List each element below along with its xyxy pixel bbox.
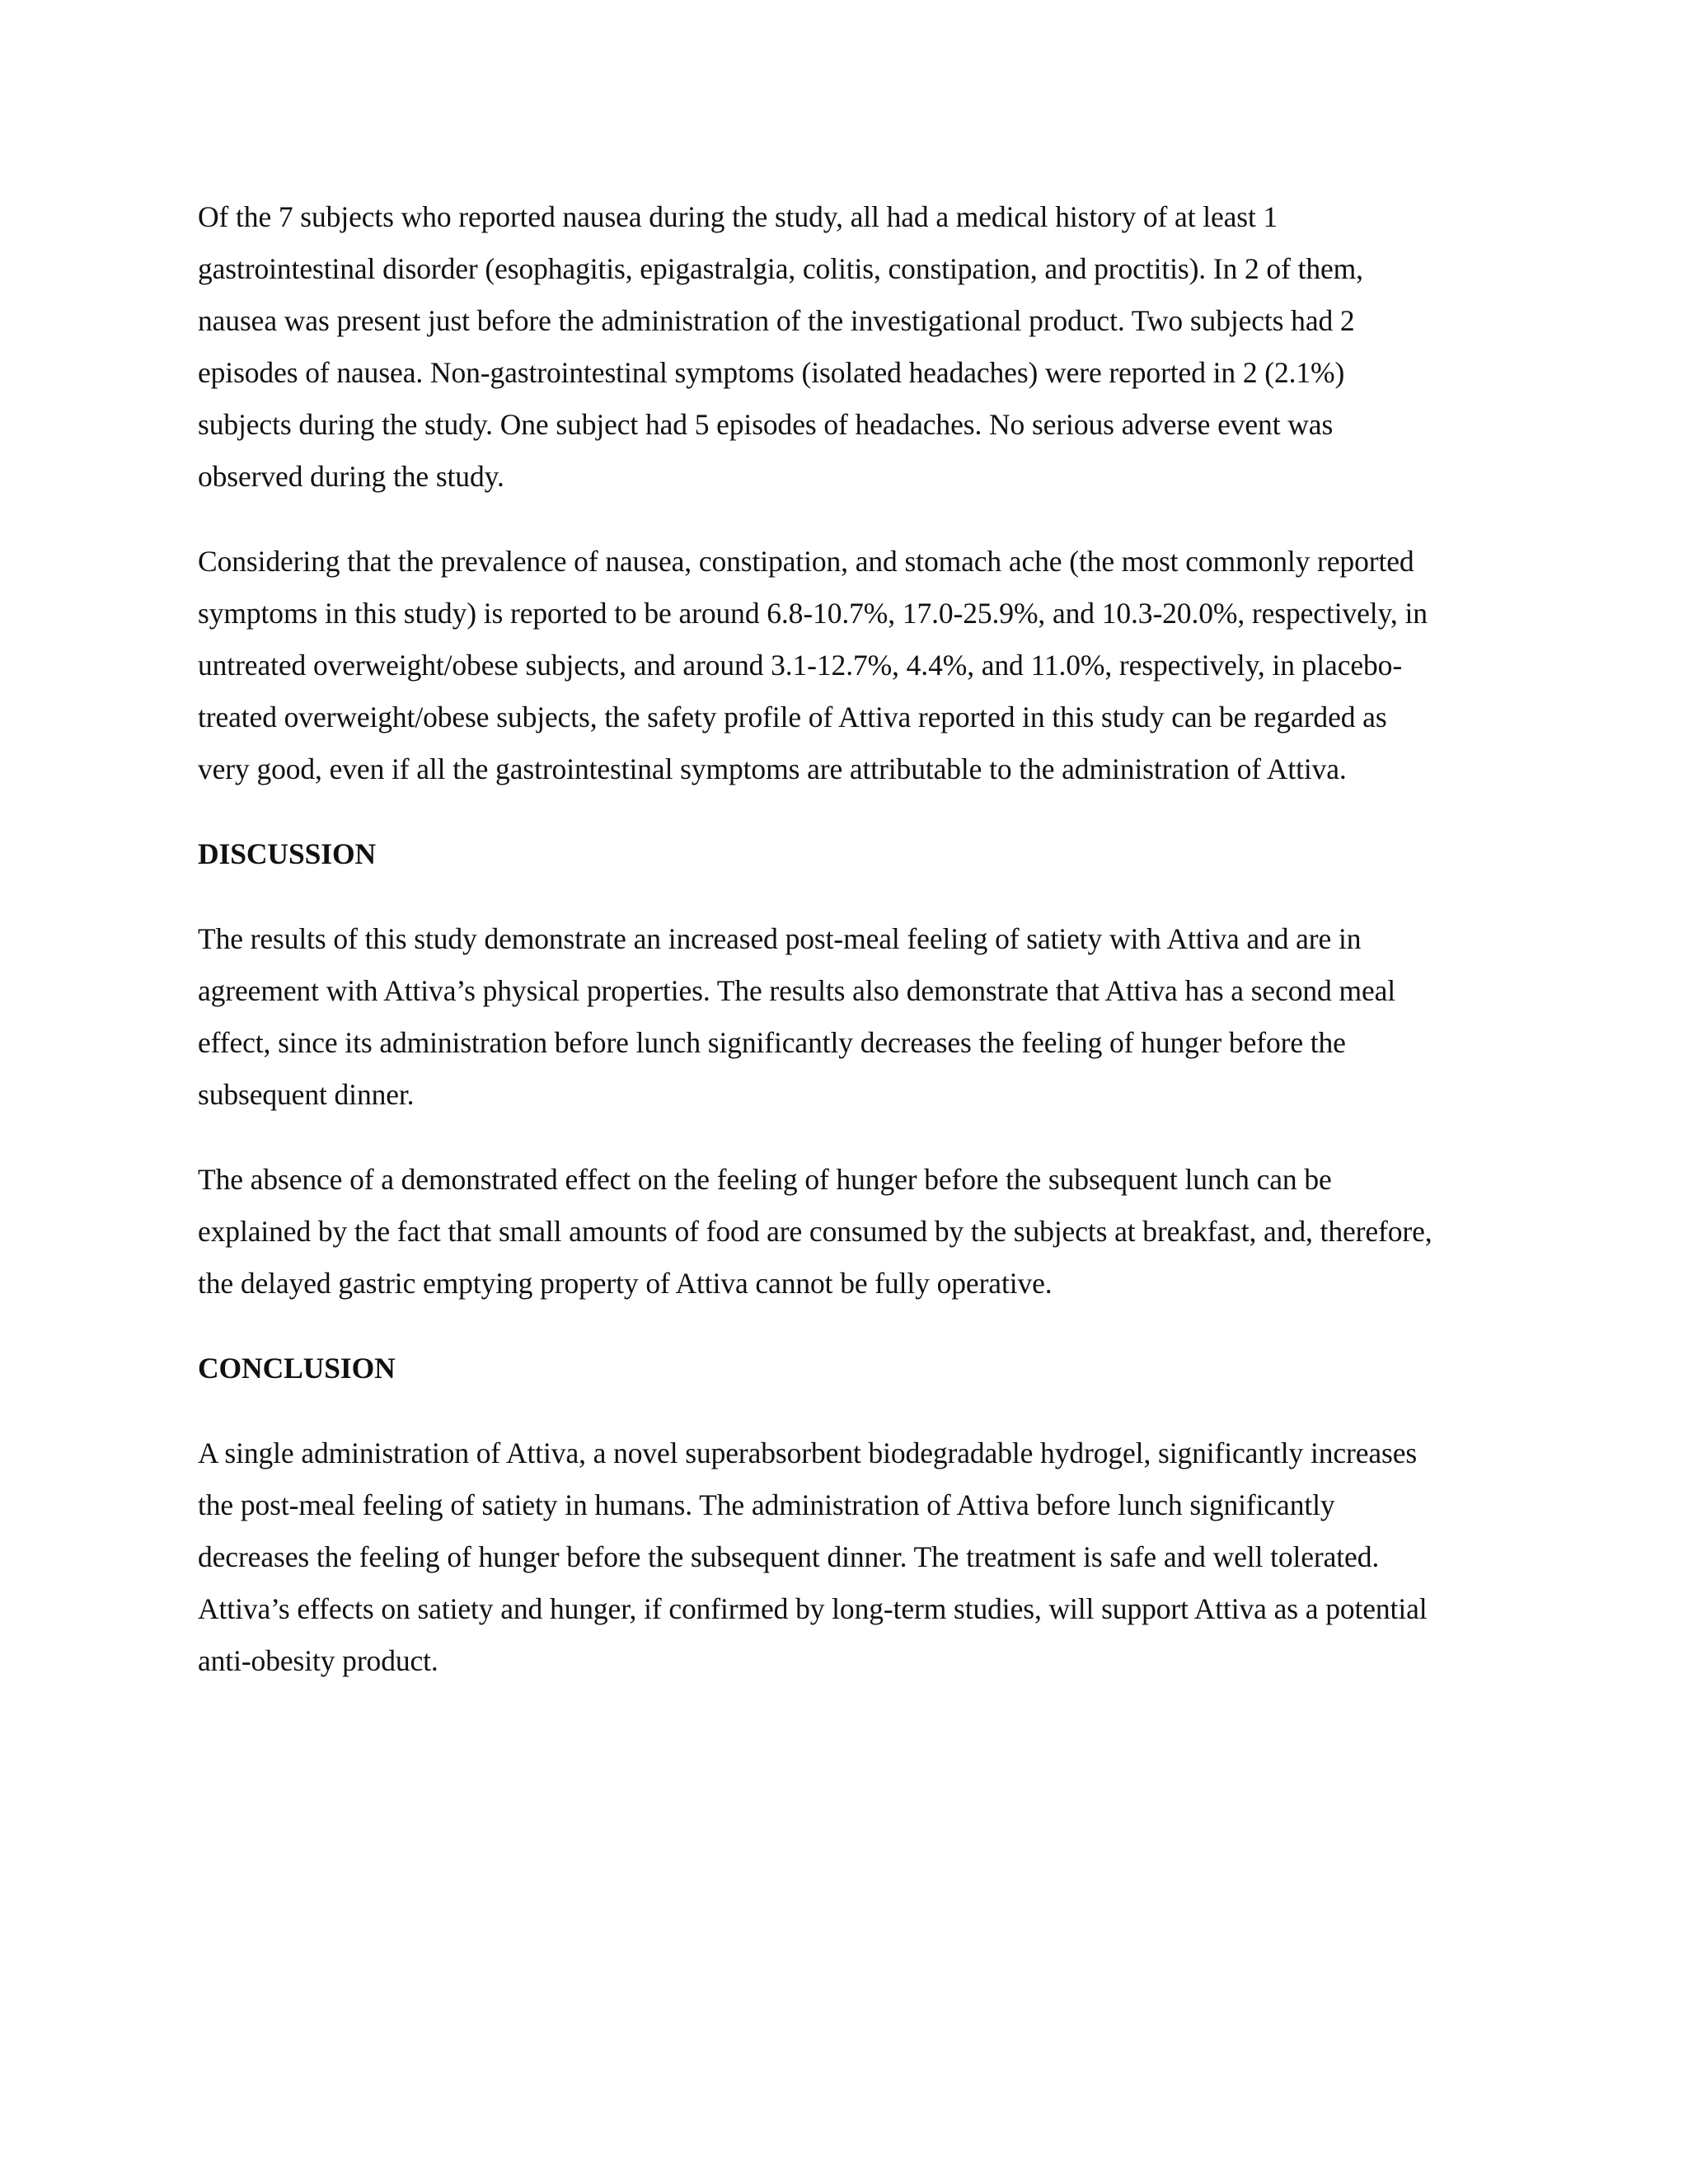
- safety-profile-paragraph: Considering that the prevalence of nausea, constipation, and stomach ache (the most commonly reported symptoms in this study) is reported to be around 6.8-10.7%, 17.0-25.9%, and 10.3-20.0%, respectively, in untreated overweight/obese subjects, and around 3.1-12.7%, 4.4%, and 11.0%, respectively, in placebo- treated overweight/obese subjects, the safety profile of Attiva reported in this study can be regarded as very good, even if all the gastrointestinal symptoms are attributable to the administration of Attiva.: [198, 545, 1428, 785]
- adverse-events-paragraph: Of the 7 subjects who reported nausea during the study, all had a medical history of at least 1 gastrointestinal disorder (esophagitis, epigastralgia, colitis, constipation, and proctitis). In 2 of them, nausea was present just before the administration of the investigational product. Two subjects had 2 episodes of nausea. Non-gastrointestinal symptoms (isolated headaches) were reported in 2 (2.1%) subjects during the study. One subject had 5 episodes of headaches. No serious adverse event was observed during the study.: [198, 200, 1363, 493]
- discussion-heading: DISCUSSION: [198, 837, 377, 870]
- conclusion-paragraph: A single administration of Attiva, a novel superabsorbent biodegradable hydrogel, significantly increases the post-meal feeling of satiety in humans. The administration of Attiva before lunch significantly decreases the feeling of hunger before the subsequent dinner. The treatment is safe and well tolerated. Attiva’s effects on satiety and hunger, if confirmed by long-term studies, will support Attiva as a potential anti-obesity product.: [198, 1436, 1428, 1677]
- conclusion-heading: CONCLUSION: [198, 1352, 396, 1385]
- discussion-paragraph-2: The absence of a demonstrated effect on the feeling of hunger before the subsequent lunch can be explained by the fact that small amounts of food are consumed by the subjects at breakfast, and, therefore, the delayed gastric emptying property of Attiva cannot be fully operative.: [198, 1163, 1432, 1300]
- document-body: [198, 191, 1508, 1720]
- discussion-paragraph-1: The results of this study demonstrate an increased post-meal feeling of satiety with Attiva and are in agreement with Attiva’s physical properties. The results also demonstrate that Attiva has a second meal effect, since its administration before lunch significantly decreases the feeling of hunger before the subsequent dinner.: [198, 922, 1396, 1111]
